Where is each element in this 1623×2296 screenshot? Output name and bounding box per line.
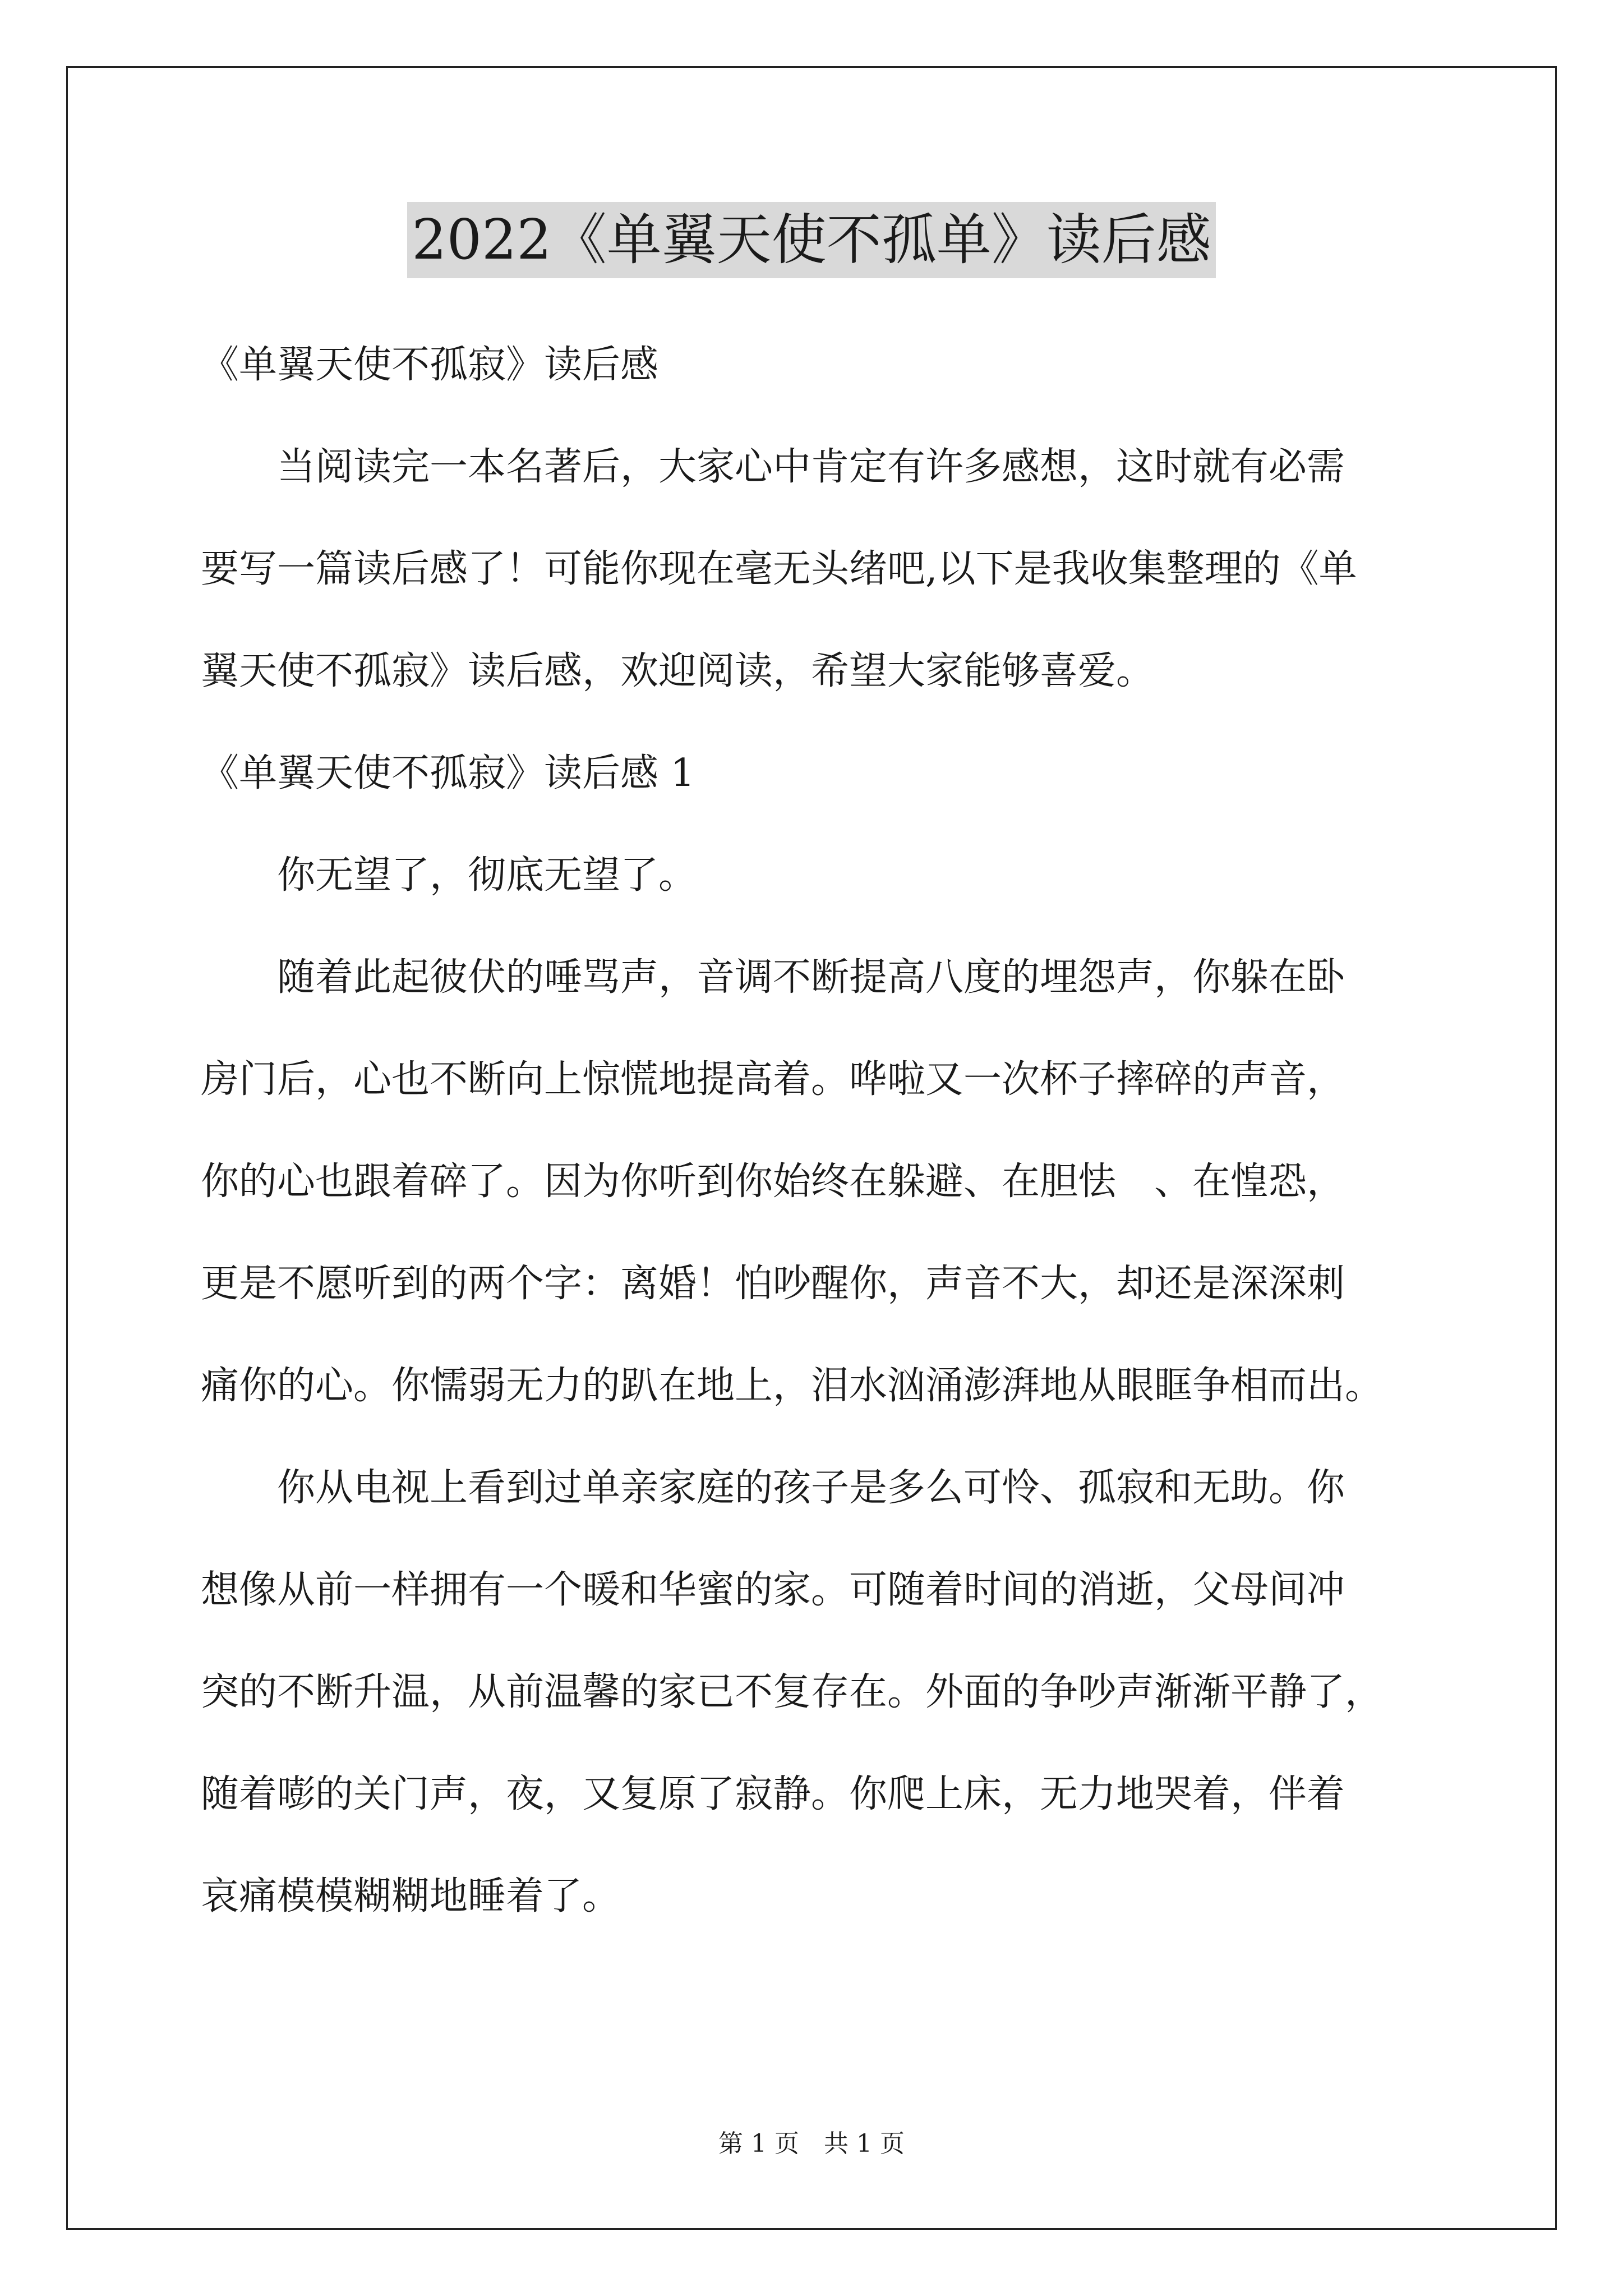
body-line: 痛你的心。你懦弱无力的趴在地上，泪水汹涌澎湃地从眼眶争相而出。 (201, 1364, 1384, 1408)
body-line: 你从电视上看到过单亲家庭的孩子是多么可怜、孤寂和无助。你 (277, 1466, 1345, 1510)
body-line: 随着此起彼伏的唾骂声，音调不断提高八度的埋怨声，你躲在卧 (277, 955, 1345, 1000)
page-footer (0, 2127, 1623, 2161)
body-line: 翼天使不孤寂》读后感，欢迎阅读，希望大家能够喜爱。 (201, 649, 1155, 693)
body-line: 《单翼天使不孤寂》读后感 1 (201, 751, 695, 795)
body-line: 哀痛模模糊糊地睡着了。 (201, 1874, 621, 1918)
body-line: 突的不断升温，从前温馨的家已不复存在。外面的争吵声渐渐平静了， (201, 1670, 1384, 1714)
document-title: 2022《单翼天使不孤单》读后感 (407, 202, 1215, 278)
body-line: 《单翼天使不孤寂》读后感 (201, 343, 659, 387)
body-line: 要写一篇读后感了！可能你现在毫无头绪吧,以下是我收集整理的《单 (201, 547, 1357, 591)
body-line: 当阅读完一本名著后，大家心中肯定有许多感想，这时就有必需 (277, 445, 1345, 489)
page-total: 共 1 页 (824, 2129, 905, 2158)
body-line: 你无望了，彻底无望了。 (277, 853, 697, 898)
body-line: 更是不愿听到的两个字：离婚！怕吵醒你，声音不大，却还是深深刺 (201, 1262, 1345, 1306)
page-number: 第 1 页 (718, 2129, 799, 2158)
body-line: 随着嘭的关门声，夜，又复原了寂静。你爬上床，无力地哭着，伴着 (201, 1772, 1345, 1816)
body-line: 想像从前一样拥有一个暖和华蜜的家。可随着时间的消逝，父母间冲 (201, 1568, 1345, 1612)
document-body (201, 314, 1435, 1948)
body-line: 你的心也跟着碎了。因为你听到你始终在躲避、在胆怯 、在惶恐， (201, 1159, 1345, 1204)
body-line: 房门后，心也不断向上惊慌地提高着。哗啦又一次杯子摔碎的声音， (201, 1057, 1345, 1102)
title-container (0, 202, 1623, 278)
